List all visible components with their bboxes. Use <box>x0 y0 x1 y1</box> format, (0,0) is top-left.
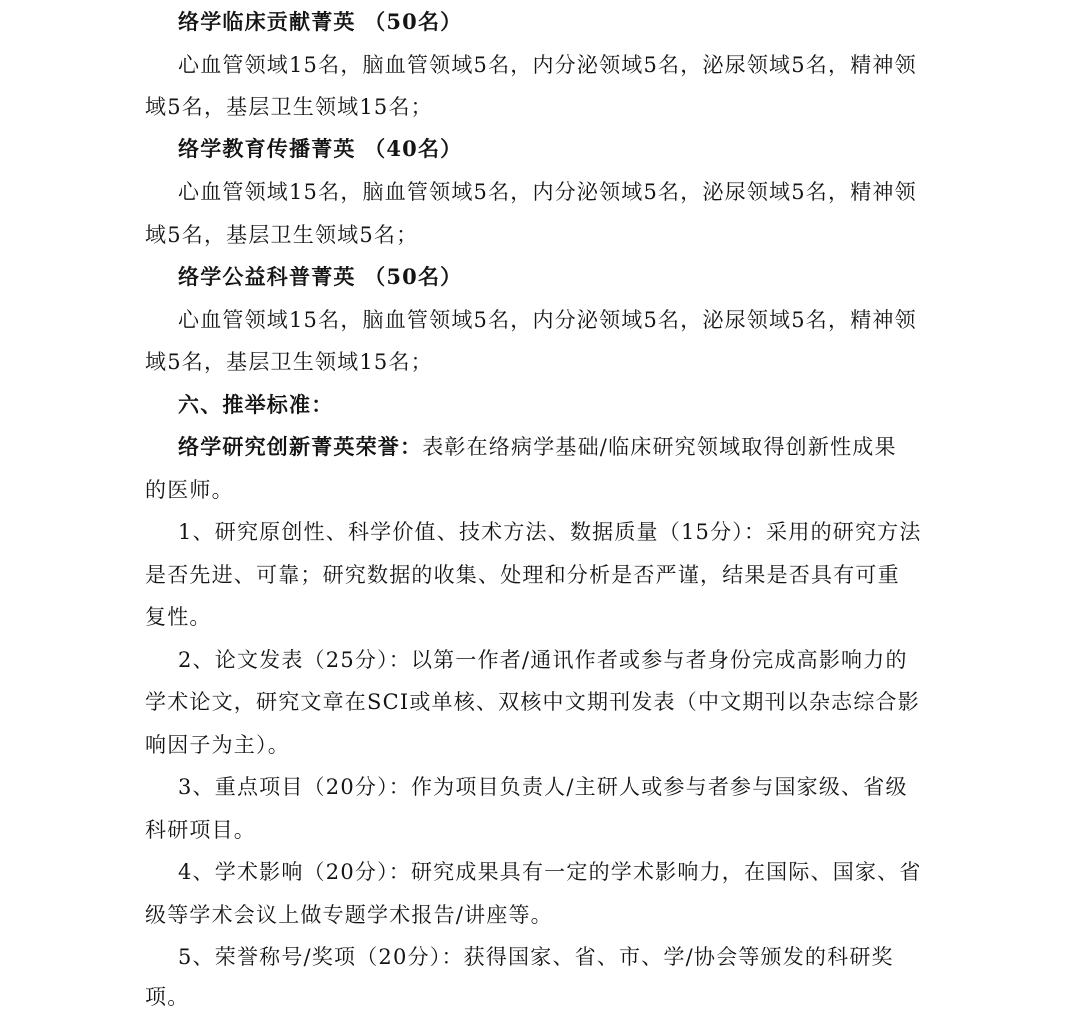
track-title: 络学公益科普菁英 <box>178 264 356 289</box>
track-quota: （50名） <box>364 264 463 289</box>
paragraph-line: 的医师。 <box>145 478 234 502</box>
section-heading: 六、推举标准： <box>178 392 334 417</box>
track-quota: （50名） <box>364 9 463 34</box>
criteria-item-line: 4、学术影响（20分）：研究成果具有一定的学术影响力，在国际、国家、省 <box>178 860 922 884</box>
paragraph-line: 域5名，基层卫生领域5名； <box>145 223 419 247</box>
track-heading <box>178 134 462 164</box>
criteria-item-line: 是否先进、可靠；研究数据的收集、处理和分析是否严谨，结果是否具有可重 <box>145 563 900 587</box>
criteria-item-line: 3、重点项目（20分）：作为项目负责人/主研人或参与者参与国家级、省级 <box>178 775 908 799</box>
criteria-item-line: 学术论文，研究文章在SCI或单核、双核中文期刊发表（中文期刊以杂志综合影 <box>145 690 920 714</box>
track-title: 络学教育传播菁英 <box>178 136 356 161</box>
criteria-item-line: 2、论文发表（25分）：以第一作者/通讯作者或参与者身份完成高影响力的 <box>178 648 908 672</box>
track-heading <box>178 262 462 292</box>
paragraph-line: 域5名，基层卫生领域15名； <box>145 350 433 374</box>
track-quota: （40名） <box>364 136 463 161</box>
criteria-item-line: 项。 <box>145 985 190 1009</box>
criteria-item-line: 5、荣誉称号/奖项（20分）：获得国家、省、市、学/协会等颁发的科研奖 <box>178 945 894 969</box>
track-heading <box>178 7 462 37</box>
paragraph-line: 域5名，基层卫生领域15名； <box>145 95 433 119</box>
paragraph-line: 心血管领域15名，脑血管领域5名，内分泌领域5名，泌尿领域5名，精神领 <box>178 53 917 77</box>
track-title: 络学临床贡献菁英 <box>178 9 356 34</box>
paragraph-line: 心血管领域15名，脑血管领域5名，内分泌领域5名，泌尿领域5名，精神领 <box>178 180 917 204</box>
paragraph-line: 心血管领域15名，脑血管领域5名，内分泌领域5名，泌尿领域5名，精神领 <box>178 308 917 332</box>
criteria-item-line: 科研项目。 <box>145 818 256 842</box>
honor-text: 表彰在络病学基础/临床研究领域取得创新性成果 <box>422 435 897 459</box>
criteria-item-line: 1、研究原创性、科学价值、技术方法、数据质量（15分）：采用的研究方法 <box>178 520 922 544</box>
criteria-item-line: 复性。 <box>145 605 212 629</box>
criteria-item-line: 级等学术会议上做专题学术报告/讲座等。 <box>145 903 553 927</box>
honor-line <box>178 432 897 462</box>
criteria-item-line: 响因子为主）。 <box>145 733 290 757</box>
honor-title: 络学研究创新菁英荣誉： <box>178 434 423 459</box>
